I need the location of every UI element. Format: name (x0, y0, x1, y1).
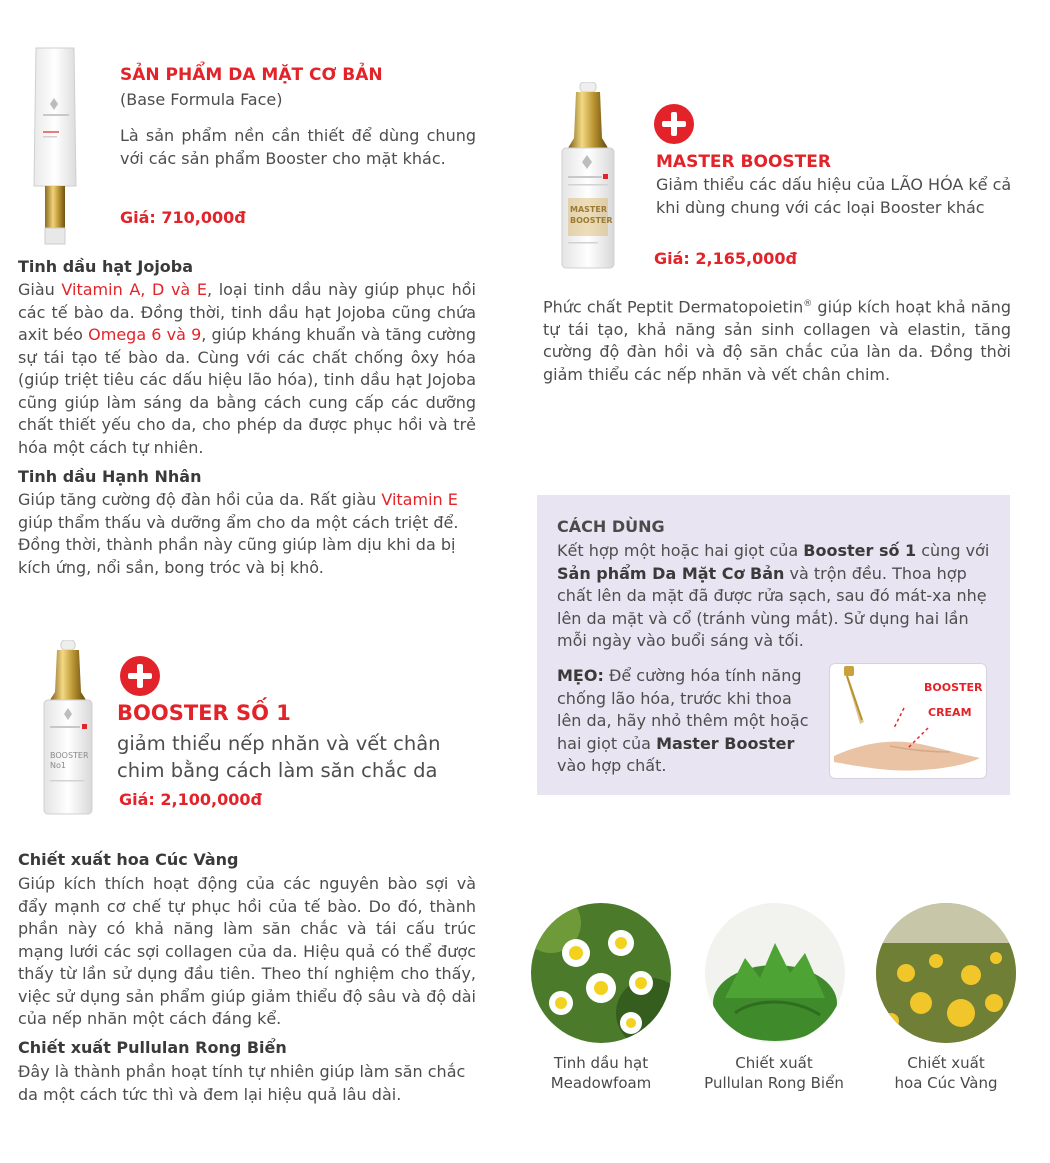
pullulan-text: Đây là thành phần hoạt tính tự nhiên giúp làm săn chắc da một cách tức thì và đem lại hiệu quả lâu dài. (18, 1062, 466, 1104)
ingredient-caption: Tinh dầu hạt Meadowfoam (550, 1054, 652, 1092)
booster-1-bottle-image (40, 640, 96, 816)
chamomile-text: Giúp kích thích hoạt động của các nguyên bào sợi và đẩy mạnh cơ chế tự phục hồi của tế bào. Do đó, thành phần này có khả năng làm săn chắc và tái cấu trúc mạng lưới các sợi collagen của da. Hiệu quả có thể được thấy từ lần sử dụng đầu tiên. Theo thí nghiệm cho thấy, việc sử dụng sản phẩm giúp giảm thiểu độ sâu và độ dài của nếp nhăn một cách đáng kể. (18, 874, 476, 1028)
peptit-text: Phức chất Peptit Dermatopoietin® giúp kích hoạt khả năng tự tái tạo, khả năng sản sinh collagen và elastin, tăng cường độ đàn hồi và độ săn chắc của làn da. Đồng thời giảm thiểu các nếp nhăn và vết chân chim. (543, 297, 1012, 384)
master-booster-description: Giảm thiểu các dấu hiệu của LÃO HÓA kể cả khi dùng chung với các loại Booster khác (656, 175, 1012, 217)
svg-text:BOOSTER: BOOSTER (570, 216, 613, 225)
plus-icon (120, 656, 160, 696)
base-product-price: Giá: 710,000đ (120, 208, 246, 227)
booster-1-description: giảm thiểu nếp nhăn và vết chân chim bằng cách làm săn chắc da (117, 732, 441, 782)
booster-1-title: BOOSTER SỐ 1 (117, 701, 291, 725)
illus-booster-label: BOOSTER (924, 681, 983, 694)
illus-cream-label: CREAM (928, 706, 972, 719)
meadowfoam-image (531, 903, 671, 1043)
booster-cream-illustration (829, 663, 987, 779)
base-formula-tube-image (30, 46, 80, 246)
base-product-subtitle: (Base Formula Face) (120, 90, 283, 109)
usage-text: Kết hợp một hoặc hai giọt của Booster số 1 cùng với Sản phẩm Da Mặt Cơ Bản và trộn đều. Thoa hợp chất lên da mặt đã được rửa sạch, sau đó mát-xa nhẹ lên da mặt và cổ (tránh vùng mắt). Sử dụng hai lần mỗi ngày vào buổi sáng và tối. (557, 541, 990, 650)
plus-icon (654, 104, 694, 144)
jojoba-heading: Tinh dầu hạt Jojoba (18, 257, 194, 276)
almond-text: Giúp tăng cường độ đàn hồi của da. Rất giàu Vitamin E giúp thẩm thấu và dưỡng ẩm cho da một cách triệt để. Đồng thời, thành phần này cũng giúp làm dịu khi da bị kích ứng, nổi sần, bong tróc và bị khô. (18, 490, 459, 577)
base-product-description: Là sản phẩm nền cần thiết để dùng chung với các sản phẩm Booster cho mặt khác. (120, 126, 476, 168)
master-booster-bottle-image (556, 82, 620, 270)
chamomile-heading: Chiết xuất hoa Cúc Vàng (18, 850, 239, 869)
booster-1-price: Giá: 2,100,000đ (119, 790, 262, 809)
almond-heading: Tinh dầu Hạnh Nhân (18, 467, 202, 486)
svg-text:MASTER: MASTER (570, 205, 607, 214)
usage-heading: CÁCH DÙNG (557, 517, 665, 536)
svg-text:No1: No1 (50, 761, 66, 770)
jojoba-text: Giàu Vitamin A, D và E, loại tinh dầu này giúp phục hồi các tế bào da. Đồng thời, tinh dầu hạt Jojoba cũng chứa axit béo Omega 6 và 9, giúp kháng khuẩn và tăng cường sự tái tạo tế bào da. Cùng với các chất chống ôxy hóa (giúp triệt tiêu các dấu hiệu lão hóa), tinh dầu hạt Jojoba cũng giúp làm sáng da bằng cách cung cấp các dưỡng chất thiết yếu cho da, cho phép da được phục hồi và trẻ hóa một cách tự nhiên. (18, 280, 477, 457)
master-booster-title: MASTER BOOSTER (656, 152, 831, 172)
ingredient-caption: Chiết xuất Pullulan Rong Biển (704, 1054, 844, 1092)
svg-text:BOOSTER: BOOSTER (50, 751, 89, 760)
chamomile-image (876, 903, 1016, 1043)
usage-tip: MẸO: Để cường hóa tính năng chống lão hóa, trước khi thoa lên da, hãy nhỏ thêm một hoặc hai giọt của Master Booster vào hợp chất. (557, 666, 809, 775)
pullulan-heading: Chiết xuất Pullulan Rong Biển (18, 1038, 287, 1057)
ingredient-caption: Chiết xuất hoa Cúc Vàng (894, 1054, 998, 1092)
master-booster-price: Giá: 2,165,000đ (654, 249, 797, 268)
pullulan-seaweed-image (705, 903, 845, 1043)
base-product-title: SẢN PHẨM DA MẶT CƠ BẢN (120, 65, 383, 85)
